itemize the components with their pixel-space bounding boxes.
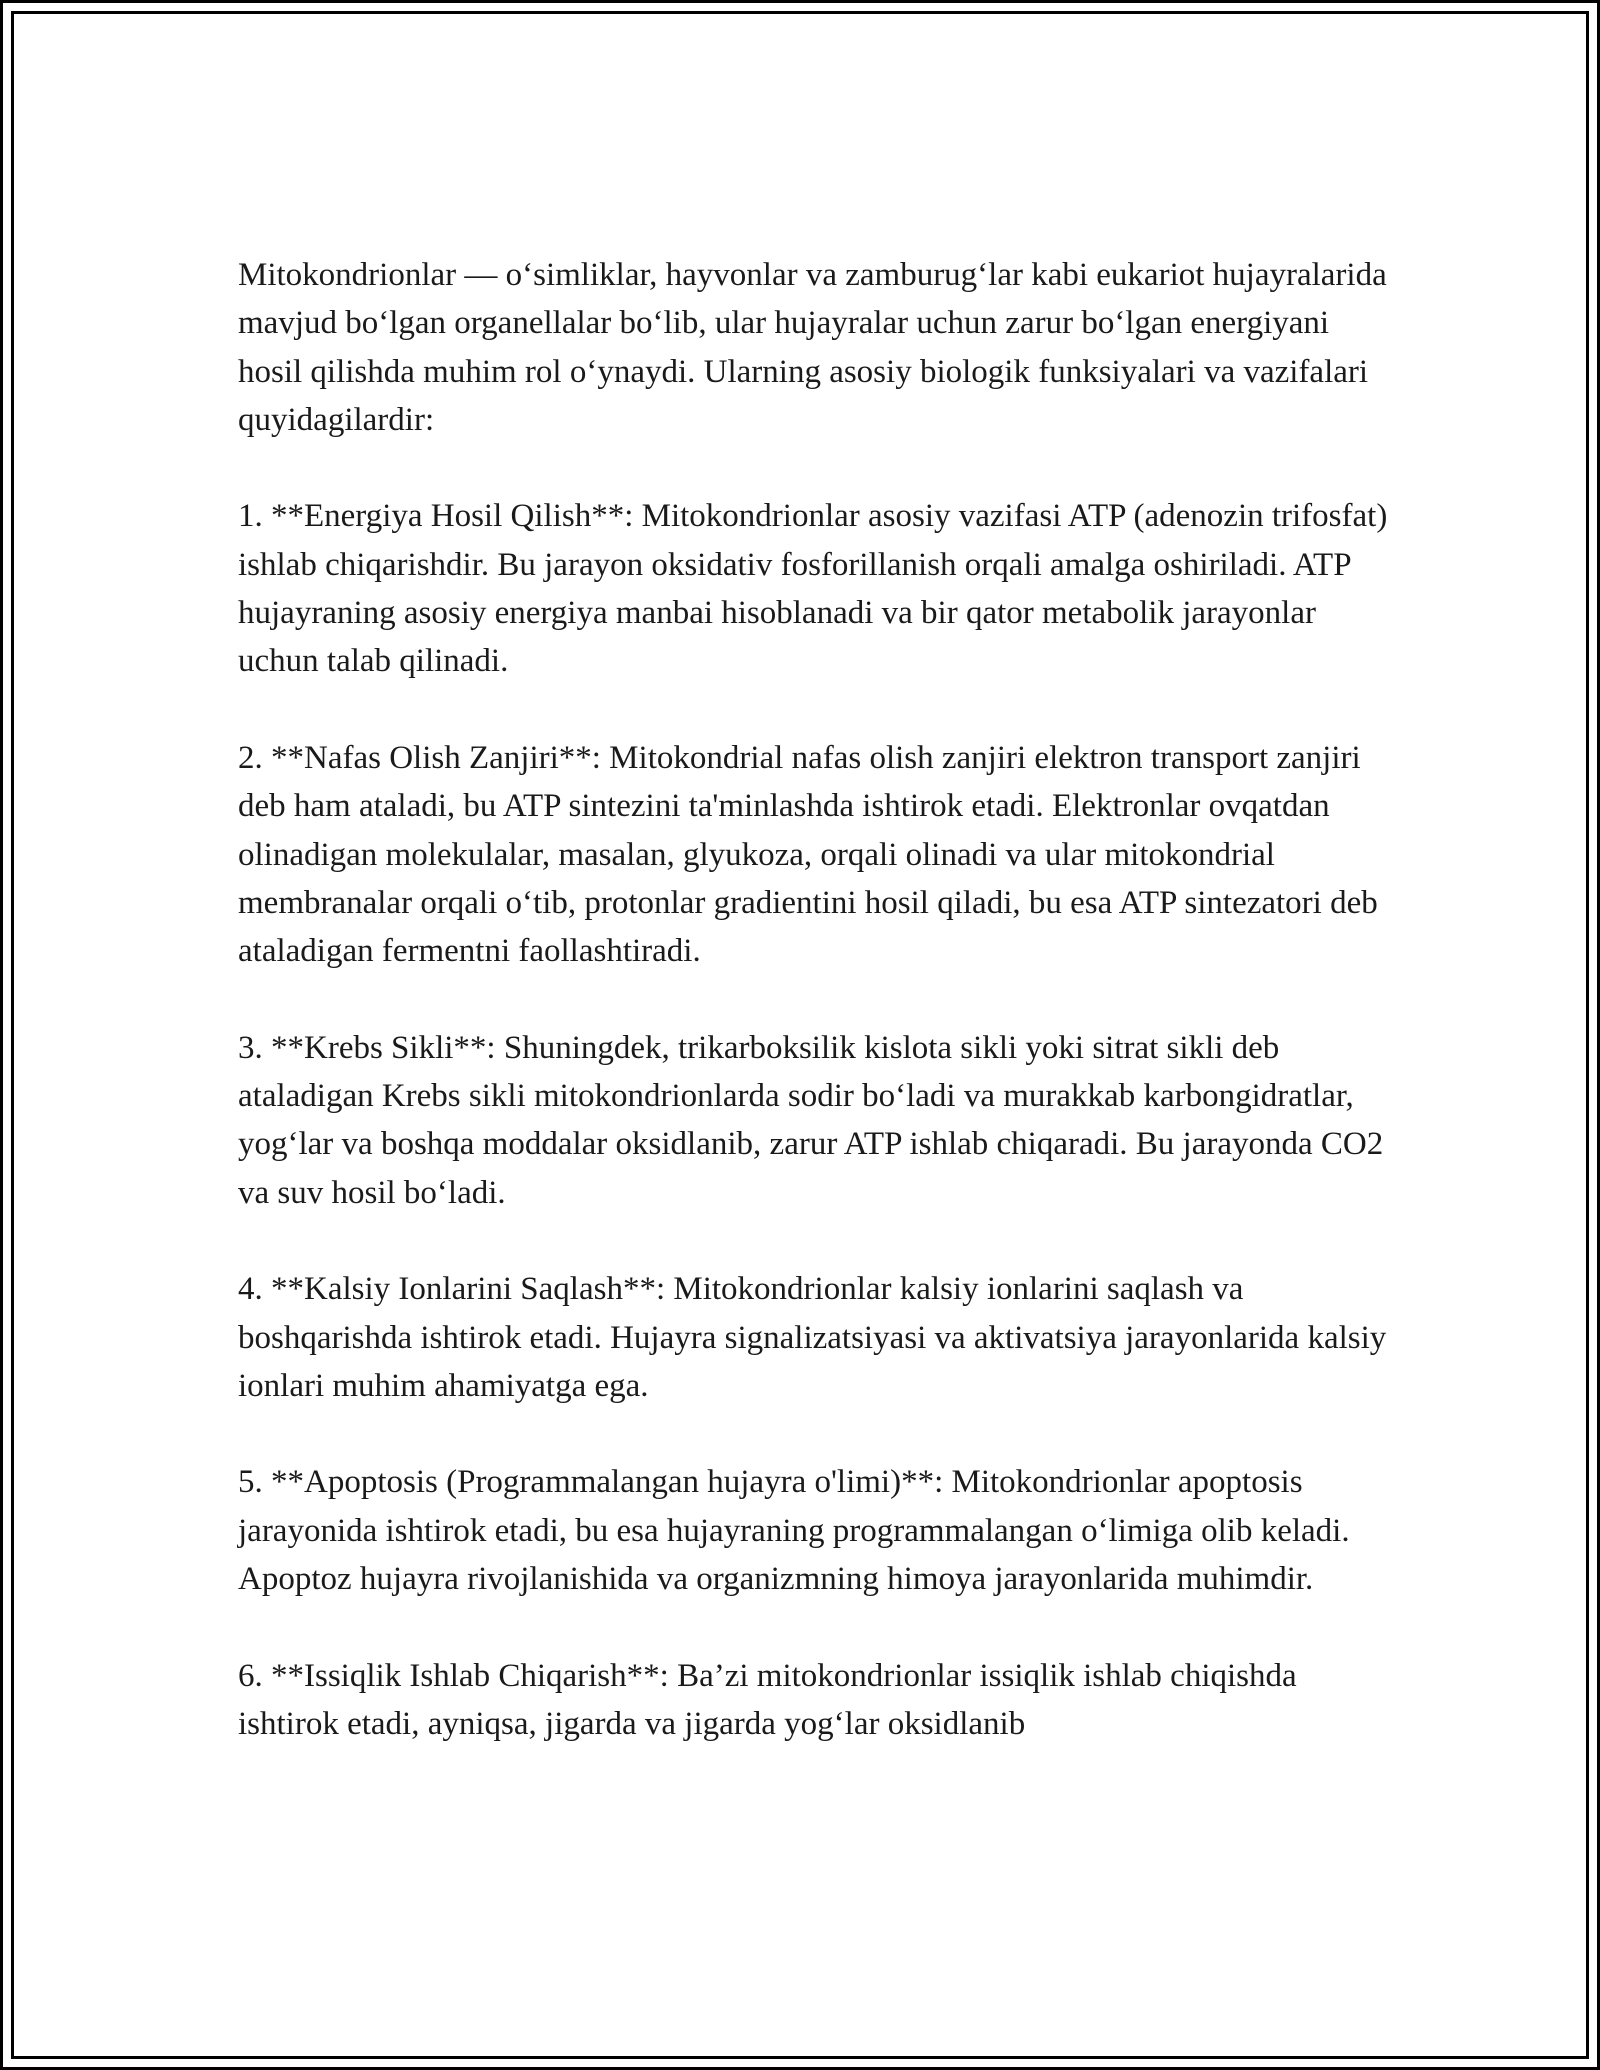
paragraph-krebs-cycle: 3. **Krebs Sikli**: Shuningdek, trikarboksilik kislota sikli yoki sitrat sikli deb ataladigan Krebs sikli mitokondrionlarda sodir bo‘ladi va murakkab karbongidratlar, yog‘lar va boshqa moddalar oksidlanib, zarur ATP ishlab chiqaradi. Bu jarayonda CO2 va suv hosil bo‘ladi.	[238, 1029, 1384, 1211]
paragraph-energy-production: 1. **Energiya Hosil Qilish**: Mitokondrionlar asosiy vazifasi ATP (adenozin trifosfat) ishlab chiqarishdir. Bu jarayon oksidativ fosforillanish orqali amalga oshiriladi. ATP hujayraning asosiy energiya manbai hisoblanadi va bir qator metabolik jarayonlar uchun talab qilinadi.	[238, 498, 1388, 680]
paragraph-heat-production: 6. **Issiqlik Ishlab Chiqarish**: Ba’zi mitokondrionlar issiqlik ishlab chiqishda ishtirok etadi, ayniqsa, jigarda va jigarda yog‘lar oksidlanib	[238, 1657, 1297, 1742]
paragraph-calcium-storage: 4. **Kalsiy Ionlarini Saqlash**: Mitokondrionlar kalsiy ionlarini saqlash va boshqarishda ishtirok etadi. Hujayra signalizatsiyasi va aktivatsiya jarayonlarida kalsiy ionlari muhim ahamiyatga ega.	[238, 1271, 1387, 1404]
intro-paragraph: Mitokondrionlar — o‘simliklar, hayvonlar va zamburug‘lar kabi eukariot hujayralarida mavjud bo‘lgan organellalar bo‘lib, ular hujayralar uchun zarur bo‘lgan energiyani hosil qilishda muhim rol o‘ynaydi. Ularning asosiy biologik funksiyalari va vazifalari quyidagilardir:	[238, 257, 1387, 438]
document-body	[238, 251, 1388, 1748]
paragraph-apoptosis: 5. **Apoptosis (Programmalangan hujayra o'limi)**: Mitokondrionlar apoptosis jarayonida ishtirok etadi, bu esa hujayraning programmalangan o‘limiga olib keladi. Apoptoz hujayra rivojlanishida va organizmning himoya jarayonlarida muhimdir.	[238, 1464, 1350, 1598]
paragraph-respiratory-chain: 2. **Nafas Olish Zanjiri**: Mitokondrial nafas olish zanjiri elektron transport zanjiri deb ham ataladi, bu ATP sintezini ta'minlashda ishtirok etadi. Elektronlar ovqatdan olinadigan molekulalar, masalan, glyukoza, orqali olinadi va ular mitokondrial membranalar orqali o‘tib, protonlar gradientini hosil qiladi, bu esa ATP sintezatori deb ataladigan fermentni faollashtiradi.	[238, 739, 1378, 970]
